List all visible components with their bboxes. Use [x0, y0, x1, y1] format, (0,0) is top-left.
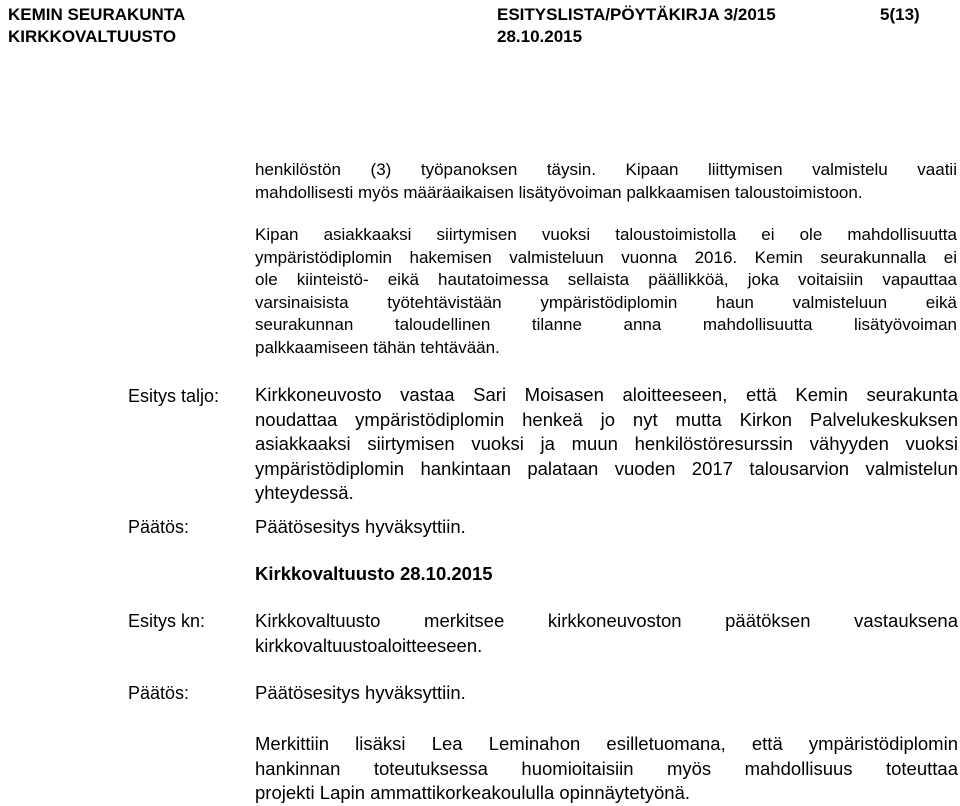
page-number: 5(13) — [880, 5, 920, 24]
text-line: mahdollisesti myös määräaikaisen lisätyövoiman palkkaamisen taloustoimistoon. — [255, 182, 863, 202]
text-line: ympäristödiplomin hankintaan palataan vuoden 2017 talousarvion valmistelun — [255, 457, 958, 479]
paragraph-staff — [255, 159, 957, 204]
text-line: ole kiinteistö- eikä hautatoimessa sellaista päällikköä, joka voitaisiin vapauttaa — [255, 270, 957, 289]
text-line: henkilöstön (3) työpanoksen täysin. Kipaan liittymisen valmistelu vaatii — [255, 160, 957, 179]
text-line: kirkkovaltuustoaloitteeseen. — [255, 634, 483, 656]
text-line: projekti Lapin ammattikorkeakoululla opinnäytetyönä. — [255, 782, 691, 803]
text-line: hankinnan toteutuksessa huomioitaisiin myös mahdollisuus toteuttaa — [255, 757, 958, 779]
paatos-text: Päätösesitys hyväksyttiin. — [255, 682, 466, 703]
text-line: Merkittiin lisäksi Lea Leminahon esilletuomana, että ympäristödiplomin — [255, 733, 958, 754]
text-line: asiakkaaksi siirtymisen vuoksi ja muun henkilöstöresurssin vähyyden vuoksi — [255, 433, 958, 454]
document-type: ESITYSLISTA/PÖYTÄKIRJA 3/2015 — [497, 5, 776, 24]
esitys-kn-label: Esitys kn: — [128, 611, 206, 631]
text-line: noudattaa ympäristödiplomin henkeä jo nyt mutta Kirkon Palvelukeskuksen — [255, 408, 958, 430]
text-line: Kirkkovaltuusto merkitsee kirkkoneuvoston päätöksen vastauksena — [255, 610, 958, 631]
text-line: Kipan asiakkaaksi siirtymisen vuoksi taloustoimistolla ei ole mahdollisuutta — [255, 225, 957, 244]
esitys-taljo-label: Esitys taljo: — [128, 386, 220, 406]
paatos-label: Päätös: — [128, 683, 190, 703]
section-title: Kirkkovaltuusto 28.10.2015 — [255, 563, 493, 584]
body-name: KIRKKOVALTUUSTO — [8, 27, 177, 46]
esitys-taljo-text — [255, 383, 958, 506]
text-line: varsinaisista työtehtävistään ympäristödiplomin haun valmisteluun eikä — [255, 292, 957, 312]
esitys-kn-text — [255, 609, 958, 658]
header-document — [497, 4, 776, 48]
text-line: seurakunnan taloudellinen tilanne anna mahdollisuutta lisätyövoiman — [255, 315, 957, 334]
paatos-label: Päätös: — [128, 517, 190, 537]
header-organization — [8, 4, 185, 48]
text-line: ympäristödiplomin hakemisen valmisteluun vuonna 2016. Kemin seurakunnalla ei — [255, 247, 957, 267]
final-note — [255, 732, 958, 806]
paatos-text: Päätösesitys hyväksyttiin. — [255, 516, 466, 537]
paragraph-kipa — [255, 224, 957, 359]
text-line: palkkaamiseen tähän tehtävään. — [255, 337, 500, 357]
text-line: yhteydessä. — [255, 482, 354, 503]
document-date: 28.10.2015 — [497, 27, 583, 46]
organization-name: KEMIN SEURAKUNTA — [8, 5, 186, 24]
text-line: Kirkkoneuvosto vastaa Sari Moisasen aloitteeseen, että Kemin seurakunta — [255, 384, 958, 405]
